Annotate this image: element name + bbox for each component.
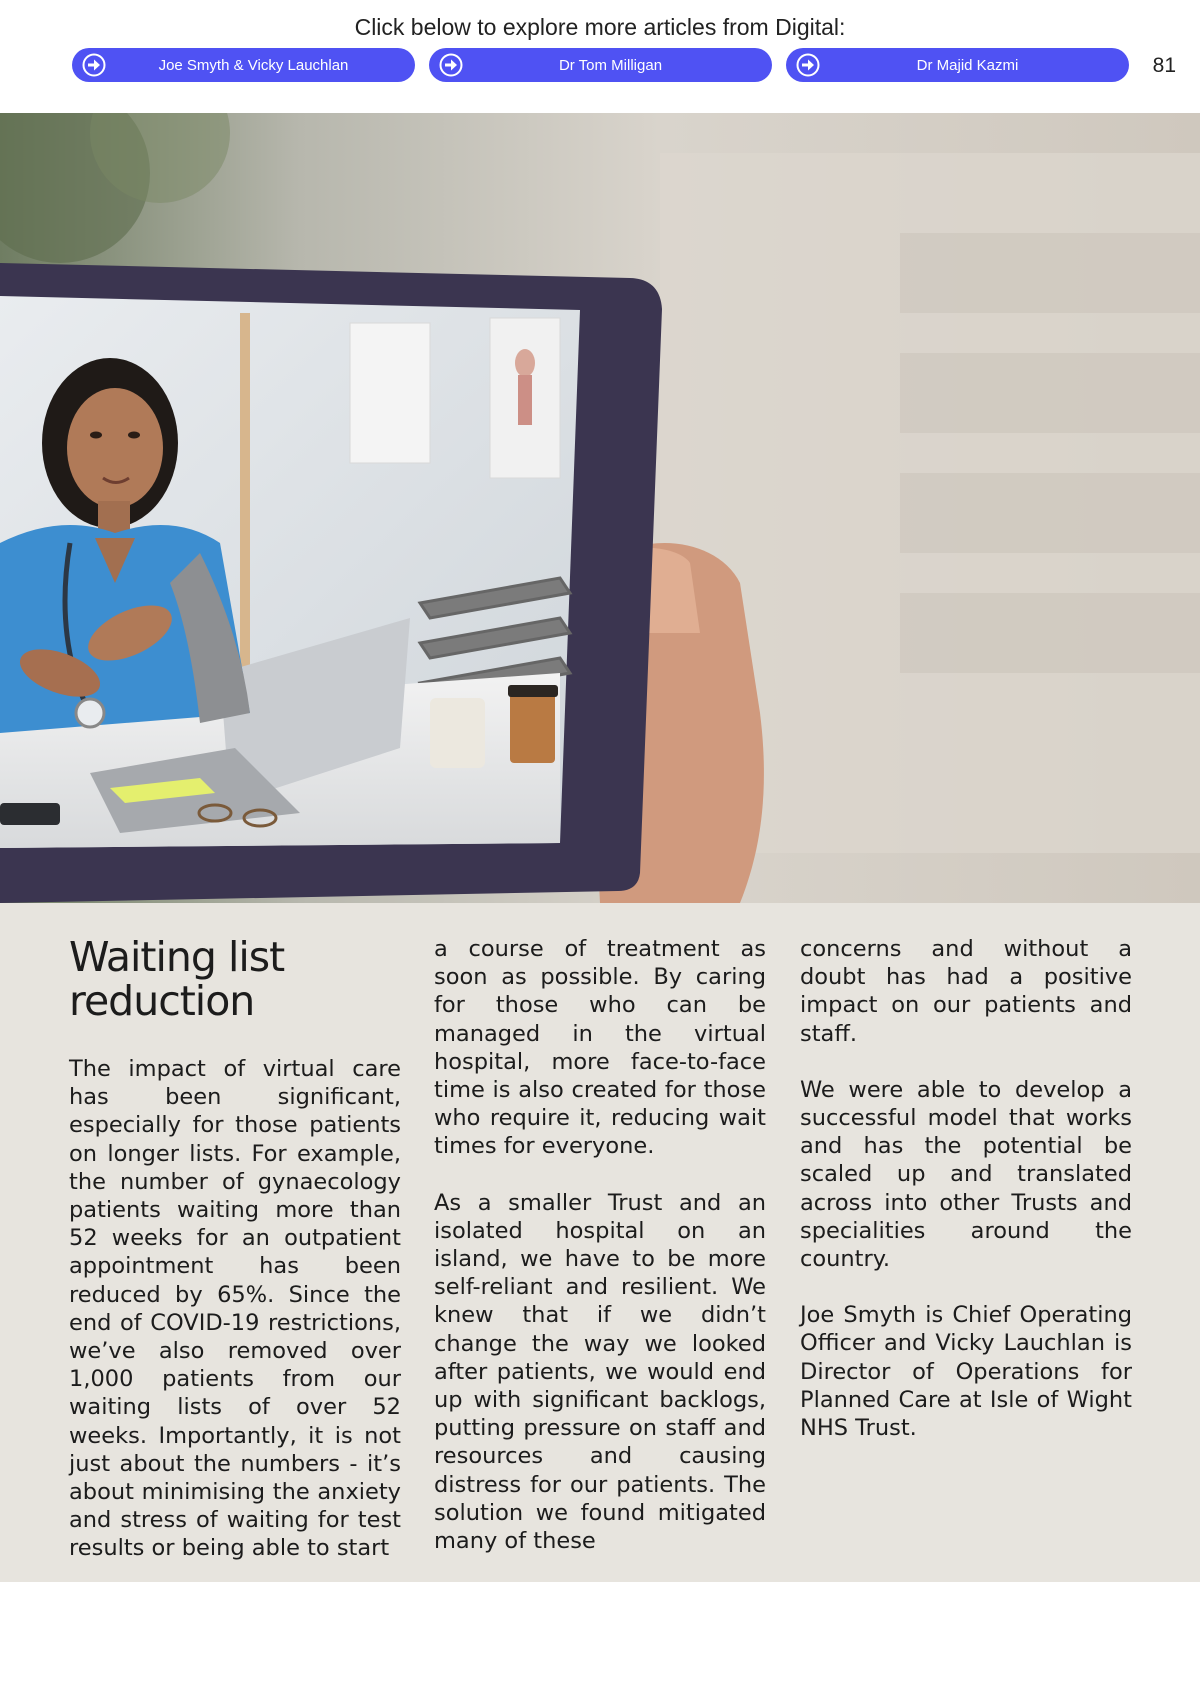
paragraph: concerns and without a doubt has had a positive impact on our patients and staff. bbox=[800, 936, 1132, 1047]
page-number: 81 bbox=[1152, 54, 1176, 77]
nav-button-label: Joe Smyth & Vicky Lauchlan bbox=[158, 56, 349, 74]
nav-button-label: Dr Tom Milligan bbox=[558, 56, 663, 74]
article-column-2 bbox=[434, 935, 766, 1555]
nav-button-dr-tom-milligan[interactable] bbox=[429, 48, 772, 82]
nav-button-dr-majid-kazmi[interactable] bbox=[786, 48, 1129, 82]
tablet-video-call-illustration bbox=[0, 113, 1200, 903]
paragraph: As a smaller Trust and an isolated hospital on an island, we have to be more self-reliant and resilient. We knew that if we didn’t change the way we looked after patients, we would end up with significant backlogs, putting pressure on staff and resources and causing distress for our patients. The solution we found mitigated many of these bbox=[434, 1189, 766, 1555]
arrow-right-circle-icon bbox=[82, 53, 106, 77]
hero-photo-tablet-video-call bbox=[0, 113, 1200, 903]
article-column-1 bbox=[69, 935, 401, 1563]
article-heading: Waiting list reduction bbox=[69, 933, 285, 1025]
article-column-3 bbox=[800, 935, 1132, 1442]
article-section bbox=[0, 903, 1200, 1582]
explore-articles-prompt: Click below to explore more articles from Digital: bbox=[354, 14, 846, 40]
arrow-right-circle-icon bbox=[439, 53, 463, 77]
paragraph: a course of treatment as soon as possible. By caring for those who can be managed in the virtual hospital, more face-to-face time is also created for those who require it, reducing wait times for everyone. bbox=[434, 936, 766, 1160]
nav-button-joe-smyth-vicky-lauchlan[interactable] bbox=[72, 48, 415, 82]
author-bio: Joe Smyth is Chief Operating Officer and Vicky Lauchlan is Director of Operations for Planned Care at Isle of Wight NHS Trust. bbox=[800, 1302, 1132, 1442]
arrow-right-circle-icon bbox=[796, 53, 820, 77]
paragraph: We were able to develop a successful model that works and has the potential be scaled up and translated across into other Trusts and specialities around the country. bbox=[800, 1076, 1132, 1273]
nav-button-label: Dr Majid Kazmi bbox=[916, 56, 1019, 74]
paragraph: The impact of virtual care has been significant, especially for those patients on longer lists. For example, the number of gynaecology patients waiting more than 52 weeks for an outpatient appointment has been reduced by 65%. Since the end of COVID-19 restrictions, we’ve also removed over 1,000 patients from our waiting lists of over 52 weeks. Importantly, it is not just about the numbers - it’s about minimising the anxiety and stress of waiting for test results or being able to start bbox=[69, 1056, 401, 1562]
